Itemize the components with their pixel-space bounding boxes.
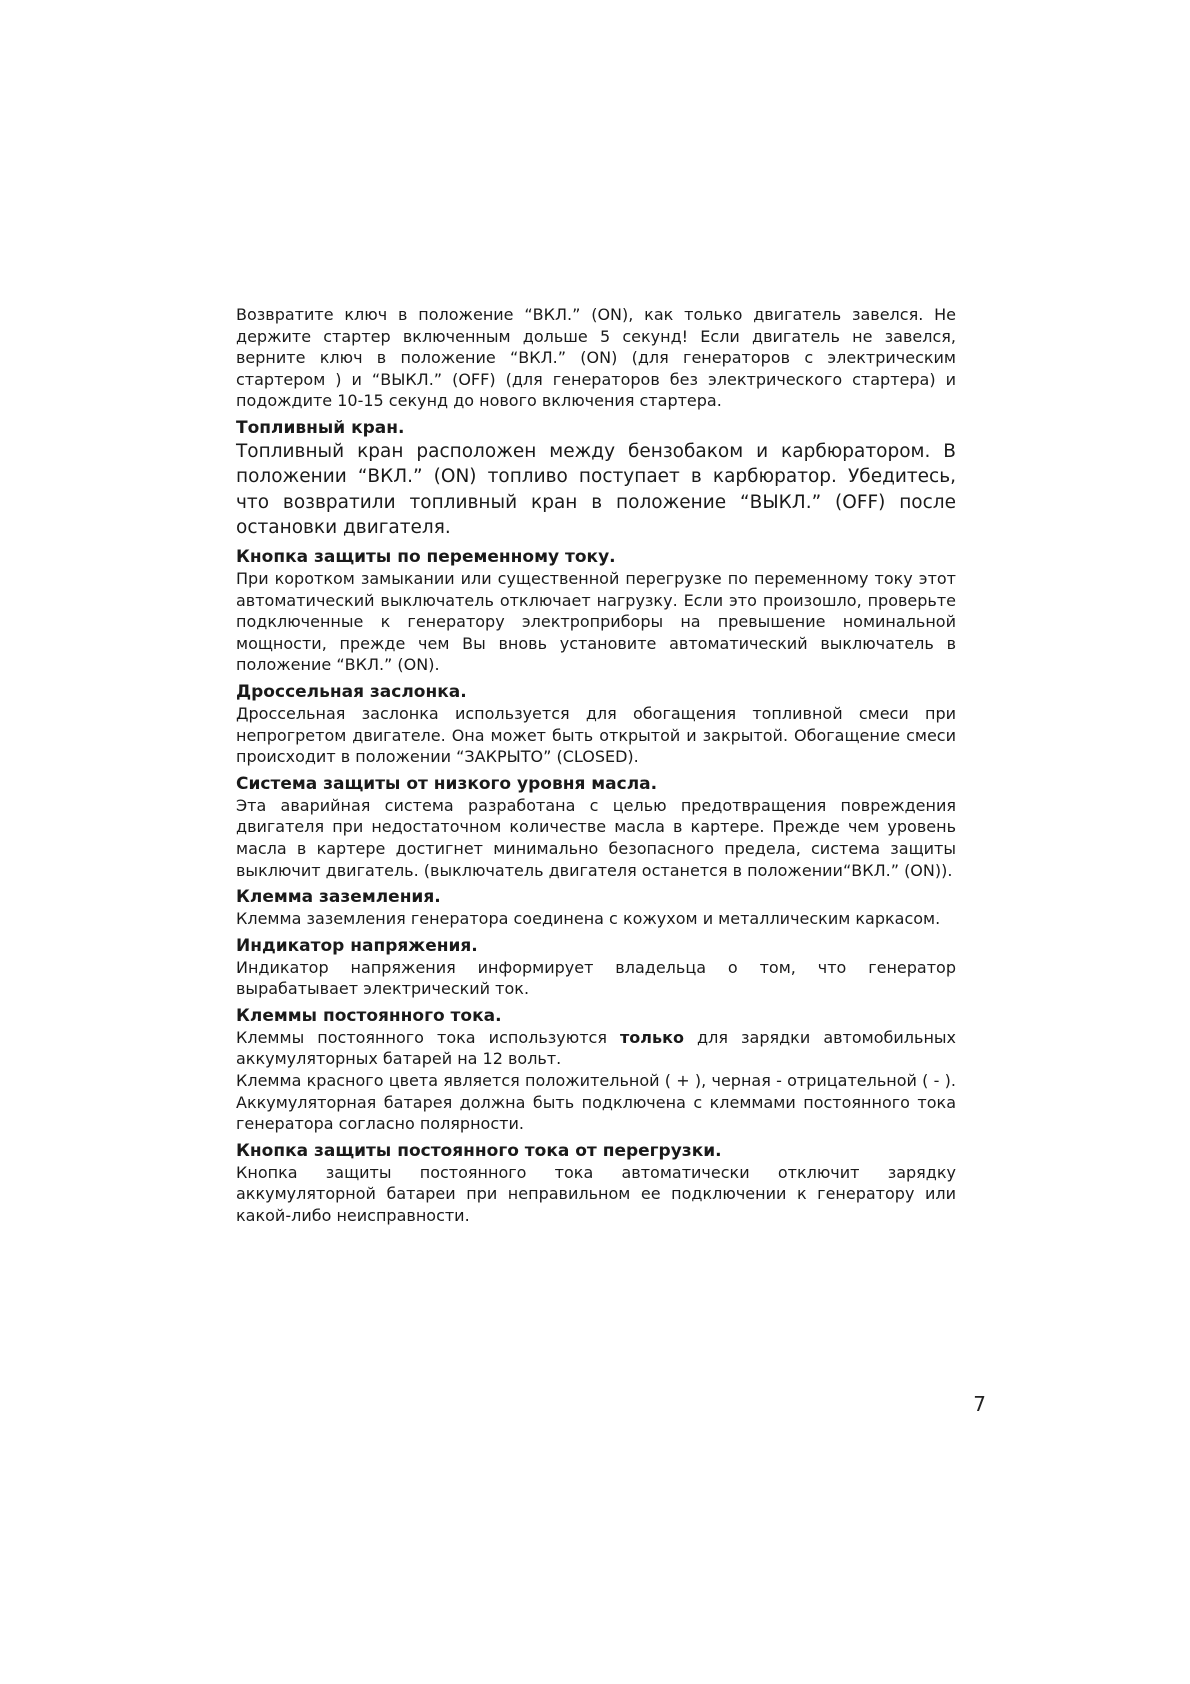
ground-terminal-heading: Клемма заземления. [236, 887, 441, 908]
voltage-indicator-heading: Индикатор напряжения. [236, 935, 478, 956]
dc-terminals-text-emphasis: только [620, 1027, 684, 1047]
choke-heading: Дроссельная заслонка. [236, 681, 467, 702]
dc-polarity-text: Клемма красного цвета является положительной ( + ), черная - отрицательной ( - ). Аккумуляторная батарея должна быть подключена с клеммами постоянного тока генератора согласно полярности. [236, 1071, 956, 1134]
oil-protection-text: Эта аварийная система разработана с целью предотвращения повреждения двигателя при недостаточном количестве масла в картере. Прежде чем уровень масла в картере достигнет минимально безопасного предела, система защиты выключит двигатель. (выключатель двигателя останется в положении“ВКЛ.” (ON)). [236, 795, 956, 880]
dc-terminals-text-before: Клеммы постоянного тока используются [236, 1027, 621, 1047]
fuel-valve-text: Топливный кран расположен между бензобаком и карбюратором. В положении “ВКЛ.” (ON) топливо поступает в карбюратор. Убедитесь, что возвратили топливный кран в положение “ВЫКЛ.” (OFF) после остановки двигателя. [236, 440, 956, 539]
ac-breaker-heading: Кнопка защиты по переменному току. [236, 546, 616, 567]
page-content [236, 304, 956, 1227]
oil-protection-heading: Система защиты от низкого уровня масла. [236, 773, 658, 794]
dc-breaker-text: Кнопка защиты постоянного тока автоматически отключит зарядку аккумуляторной батареи при неправильном ее подключении к генератору или какой-либо неисправности. [236, 1162, 956, 1226]
choke-text: Дроссельная заслонка используется для обогащения топливной смеси при непрогретом двигателе. Она может быть открытой и закрытой. Обогащение смеси происходит в положении “ЗАКРЫТО” (CLOSED). [236, 703, 956, 767]
dc-terminals-text [236, 1027, 956, 1070]
fuel-valve-heading: Топливный кран. [236, 417, 405, 438]
page-number: 7 [973, 1392, 986, 1416]
dc-terminals-heading: Клеммы постоянного тока. [236, 1005, 502, 1026]
dc-terminals-text-after: для зарядки автомобильных аккумуляторных батарей на 12 вольт. [236, 1027, 957, 1069]
intro-paragraph: Возвратите ключ в положение “ВКЛ.” (ON), как только двигатель завелся. Не держите стартер включенным дольше 5 секунд! Если двигатель не завелся, верните ключ в положение “ВКЛ.” (ON) (для генераторов с электрическим стартером ) и “ВЫКЛ.” (OFF) (для генераторов без электрического стартера) и подождите 10-15 секунд до нового включения стартера. [236, 305, 956, 411]
ground-terminal-text: Клемма заземления генератора соединена с кожухом и металлическим каркасом. [236, 909, 941, 929]
ac-breaker-text: При коротком замыкании или существенной перегрузке по переменному току этот автоматический выключатель отключает нагрузку. Если это произошло, проверьте подключенные к генератору электроприборы на превышение номинальной мощности, прежде чем Вы вновь установите автоматический выключатель в положение “ВКЛ.” (ON). [236, 568, 956, 675]
voltage-indicator-text: Индикатор напряжения информирует владельца о том, что генератор вырабатывает электрический ток. [236, 957, 956, 999]
dc-breaker-heading: Кнопка защиты постоянного тока от перегрузки. [236, 1140, 722, 1161]
